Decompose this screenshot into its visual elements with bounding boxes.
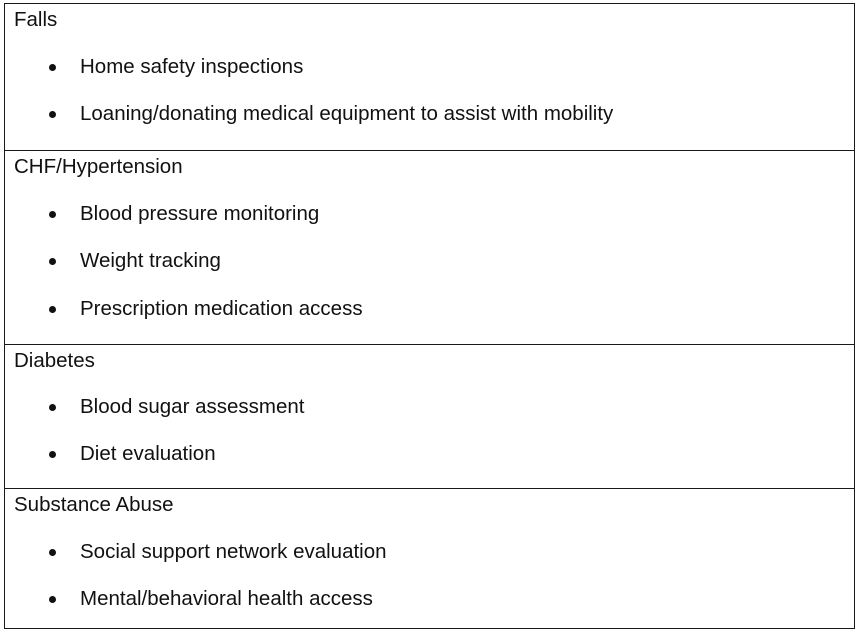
section-diabetes (5, 344, 854, 488)
list-item (5, 102, 854, 126)
section-title: Substance Abuse (14, 493, 174, 516)
section-falls (5, 4, 854, 150)
bullet-icon (49, 211, 56, 218)
bullet-icon (49, 596, 56, 603)
list-item-text: Blood sugar assessment (80, 395, 305, 418)
list-item (5, 202, 854, 226)
list-item-text: Social support network evaluation (80, 540, 387, 563)
list-item-text: Loaning/donating medical equipment to assist with mobility (80, 102, 614, 125)
bullet-icon (49, 64, 56, 71)
bullet-icon (49, 404, 56, 411)
bullet-icon (49, 111, 56, 118)
list-item-text: Weight tracking (80, 249, 221, 272)
intervention-table (4, 3, 855, 629)
bullet-icon (49, 549, 56, 556)
list-item (5, 395, 854, 419)
bullet-icon (49, 306, 56, 313)
section-title: CHF/Hypertension (14, 155, 183, 178)
list-item-text: Prescription medication access (80, 297, 363, 320)
list-item-text: Blood pressure monitoring (80, 202, 320, 225)
list-item (5, 540, 854, 564)
section-chf-hypertension (5, 150, 854, 344)
list-item (5, 55, 854, 79)
list-item-text: Mental/behavioral health access (80, 587, 373, 610)
section-substance-abuse (5, 488, 854, 630)
bullet-icon (49, 451, 56, 458)
bullet-icon (49, 258, 56, 265)
list-item (5, 249, 854, 273)
section-title: Diabetes (14, 349, 95, 372)
list-item (5, 442, 854, 466)
list-item-text: Diet evaluation (80, 442, 216, 465)
list-item (5, 587, 854, 611)
section-title: Falls (14, 8, 58, 31)
list-item (5, 297, 854, 321)
list-item-text: Home safety inspections (80, 55, 304, 78)
